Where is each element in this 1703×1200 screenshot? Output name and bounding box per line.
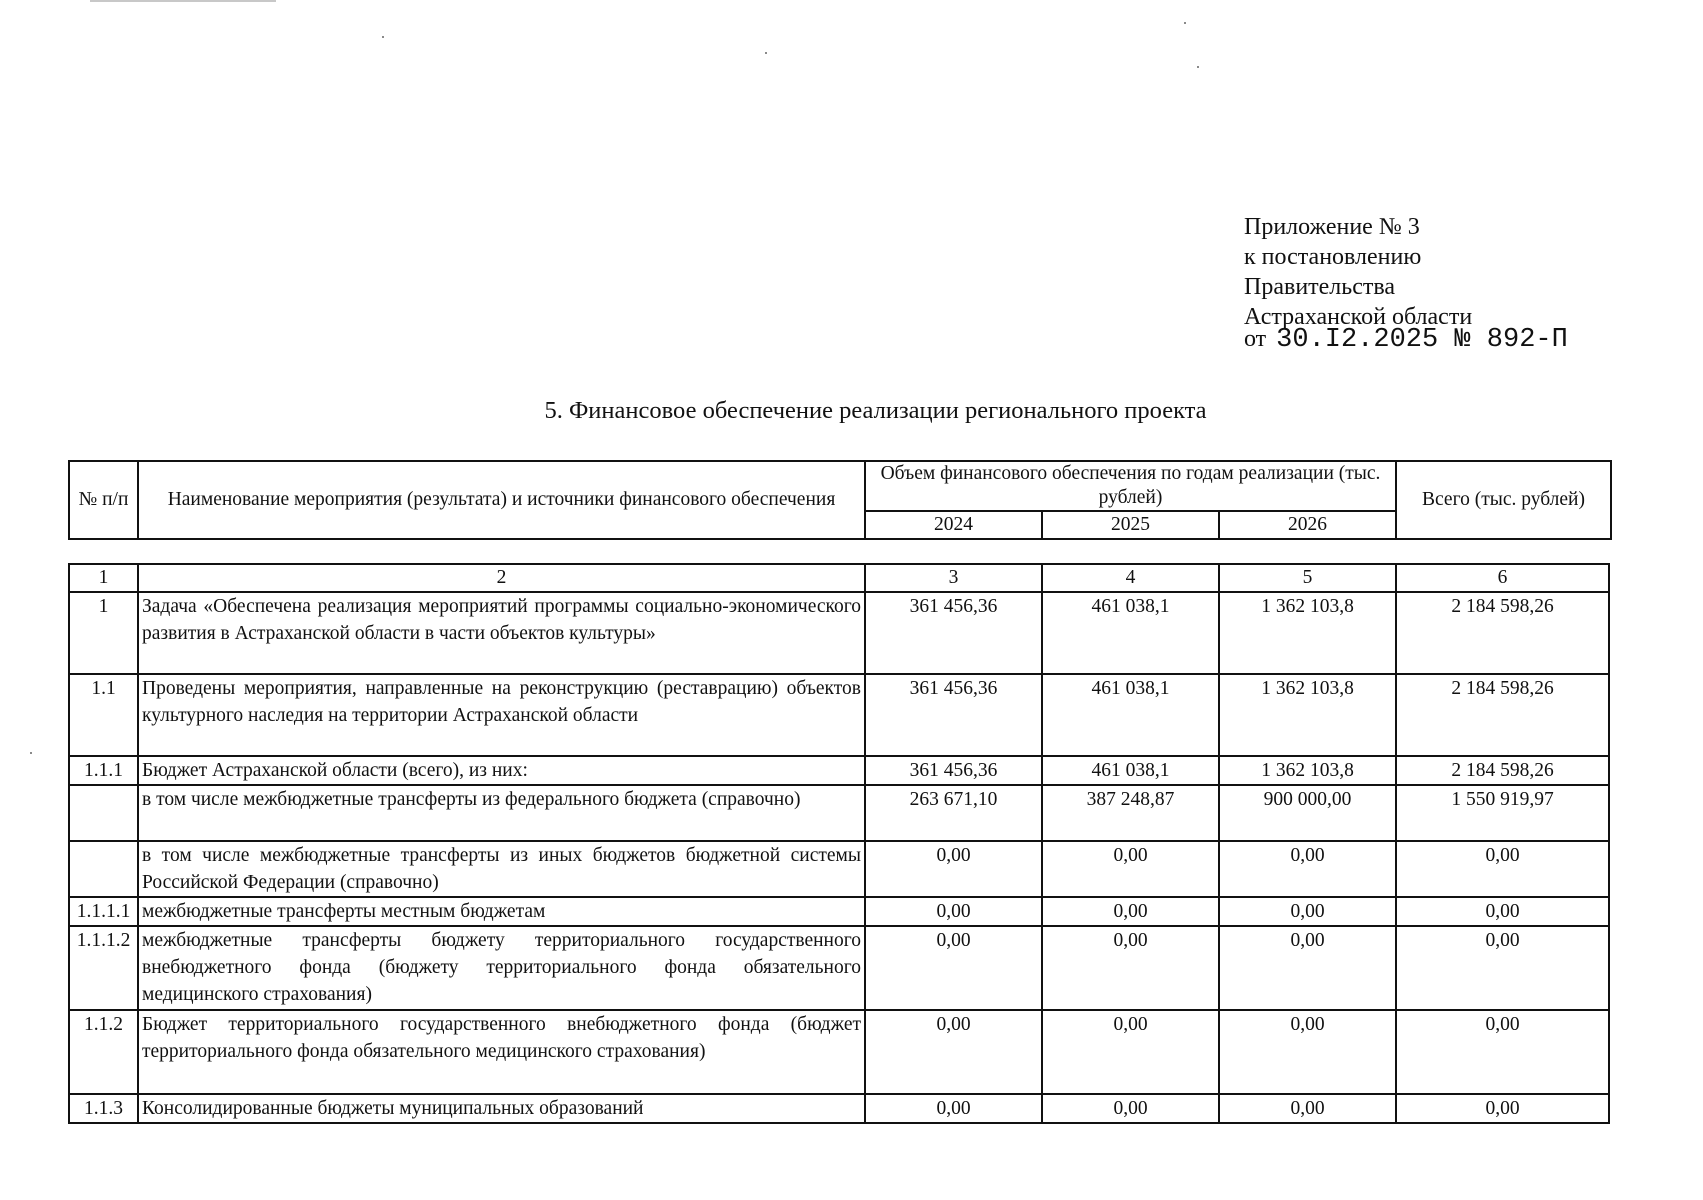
table-row [69, 785, 1609, 841]
row-value-total: 2 184 598,26 [1396, 756, 1609, 785]
row-value-2024: 361 456,36 [865, 674, 1042, 756]
header-year-2026: 2026 [1219, 511, 1396, 539]
row-value-2026: 0,00 [1219, 897, 1396, 926]
row-name: в том числе межбюджетные трансферты из федерального бюджета (справочно) [138, 785, 865, 841]
section-title: 5. Финансовое обеспечение реализации регионального проекта [544, 397, 1207, 424]
table-row [69, 674, 1609, 756]
row-value-2025: 0,00 [1042, 897, 1219, 926]
column-number: 2 [138, 564, 865, 592]
row-number: 1.1.1.1 [69, 897, 138, 926]
row-number: 1.1.3 [69, 1094, 138, 1123]
row-value-2025: 387 248,87 [1042, 785, 1219, 841]
appendix-line-2: к постановлению [1244, 244, 1422, 270]
row-value-total: 0,00 [1396, 926, 1609, 1010]
row-value-total: 1 550 919,97 [1396, 785, 1609, 841]
row-name: межбюджетные трансферты бюджету территориального государственного внебюджетного фонда (бюджету территориального фонда обязательного медицинского страхования) [138, 926, 865, 1010]
header-year-2025: 2025 [1042, 511, 1219, 539]
row-value-2024: 0,00 [865, 926, 1042, 1010]
row-name: межбюджетные трансферты местным бюджетам [138, 897, 865, 926]
row-number: 1.1.1.2 [69, 926, 138, 1010]
row-name: Консолидированные бюджеты муниципальных образований [138, 1094, 865, 1123]
row-number: 1 [69, 592, 138, 674]
row-value-2026: 0,00 [1219, 1010, 1396, 1094]
row-value-2026: 1 362 103,8 [1219, 756, 1396, 785]
row-value-2024: 0,00 [865, 897, 1042, 926]
header-num: № п/п [69, 461, 138, 539]
table-row [69, 926, 1609, 1010]
row-number [69, 841, 138, 897]
row-name: Проведены мероприятия, направленные на реконструкцию (реставрацию) объектов культурного наследия на территории Астраханской области [138, 674, 865, 756]
appendix-block [1244, 212, 1568, 355]
row-value-total: 0,00 [1396, 841, 1609, 897]
row-value-2025: 461 038,1 [1042, 674, 1219, 756]
row-value-2026: 1 362 103,8 [1219, 674, 1396, 756]
appendix-line-1: Приложение № 3 [1244, 214, 1420, 240]
column-number: 3 [865, 564, 1042, 592]
row-name: Бюджет территориального государственного внебюджетного фонда (бюджет территориального фонда обязательного медицинского страхования) [138, 1010, 865, 1094]
row-value-2025: 461 038,1 [1042, 592, 1219, 674]
row-name: в том числе межбюджетные трансферты из иных бюджетов бюджетной системы Российской Федерации (справочно) [138, 841, 865, 897]
order-stamp: 30.I2.2025 № 892-П [1276, 325, 1568, 355]
row-value-2024: 361 456,36 [865, 756, 1042, 785]
column-number: 4 [1042, 564, 1219, 592]
row-value-total: 0,00 [1396, 1094, 1609, 1123]
scan-speck [1184, 22, 1186, 24]
column-number: 6 [1396, 564, 1609, 592]
table-row [69, 1094, 1609, 1123]
row-value-2026: 0,00 [1219, 1094, 1396, 1123]
row-value-2024: 361 456,36 [865, 592, 1042, 674]
row-name: Бюджет Астраханской области (всего), из них: [138, 756, 865, 785]
order-prefix: от [1244, 326, 1267, 352]
row-value-2026: 900 000,00 [1219, 785, 1396, 841]
row-value-2026: 0,00 [1219, 926, 1396, 1010]
scan-artifact [90, 0, 276, 2]
row-value-2025: 0,00 [1042, 1010, 1219, 1094]
row-value-2025: 461 038,1 [1042, 756, 1219, 785]
finance-table [68, 563, 1610, 1124]
column-number: 1 [69, 564, 138, 592]
table-row [69, 1010, 1609, 1094]
header-total: Всего (тыс. рублей) [1396, 461, 1611, 539]
row-value-total: 2 184 598,26 [1396, 674, 1609, 756]
scan-speck [765, 52, 767, 54]
scan-speck [1197, 66, 1199, 68]
column-number: 5 [1219, 564, 1396, 592]
column-number-row [69, 564, 1609, 592]
row-value-2025: 0,00 [1042, 1094, 1219, 1123]
table-row [69, 756, 1609, 785]
row-value-2024: 263 671,10 [865, 785, 1042, 841]
scan-speck [30, 752, 32, 754]
row-value-total: 2 184 598,26 [1396, 592, 1609, 674]
row-number: 1.1.1 [69, 756, 138, 785]
row-number: 1.1 [69, 674, 138, 756]
row-value-2024: 0,00 [865, 841, 1042, 897]
appendix-order [1244, 324, 1568, 355]
appendix-line-4: Астраханской области [1244, 304, 1473, 330]
table-row [69, 592, 1609, 674]
scan-speck [382, 36, 384, 38]
row-value-2024: 0,00 [865, 1010, 1042, 1094]
header-name: Наименование мероприятия (результата) и источники финансового обеспечения [138, 461, 865, 539]
table-row [69, 841, 1609, 897]
row-value-2025: 0,00 [1042, 926, 1219, 1010]
row-value-total: 0,00 [1396, 1010, 1609, 1094]
row-value-2026: 1 362 103,8 [1219, 592, 1396, 674]
table-header [68, 460, 1612, 540]
row-value-2024: 0,00 [865, 1094, 1042, 1123]
row-number: 1.1.2 [69, 1010, 138, 1094]
row-value-total: 0,00 [1396, 897, 1609, 926]
header-volume: Объем финансового обеспечения по годам реализации (тыс. рублей) [865, 461, 1396, 511]
row-name: Задача «Обеспечена реализация мероприятий программы социально-экономического развития в Астраханской области в части объектов культуры» [138, 592, 865, 674]
table-row [69, 897, 1609, 926]
row-number [69, 785, 138, 841]
row-value-2026: 0,00 [1219, 841, 1396, 897]
appendix-line-3: Правительства [1244, 274, 1396, 300]
row-value-2025: 0,00 [1042, 841, 1219, 897]
header-year-2024: 2024 [865, 511, 1042, 539]
